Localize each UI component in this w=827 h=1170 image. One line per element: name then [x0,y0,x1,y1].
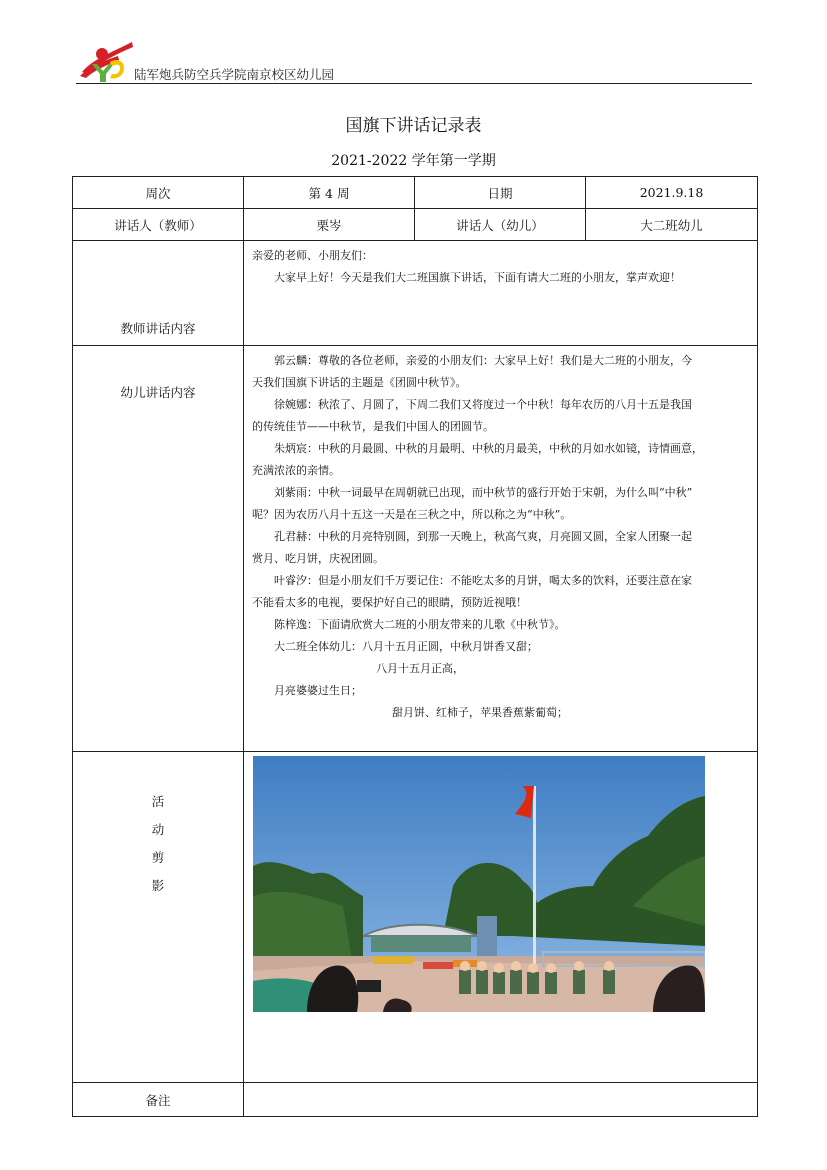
speech-line: 呢？因为农历八月十五这一天是在三秋之中，所以称之为“中秋”。 [252,508,572,521]
date-value: 2021.9.18 [586,177,758,209]
school-name: 陆军炮兵防空兵学院南京校区幼儿园 [134,67,335,82]
speech-line: 赏月、吃月饼，庆祝团圆。 [252,552,384,565]
speech-line: 徐婉娜：秋浓了、月圆了，下周二我们又将度过一个中秋！每年农历的八月十五是我国 [274,398,692,411]
page-subtitle: 2021-2022 学年第一学期 [331,153,496,169]
remarks-value [244,1083,758,1117]
speech-line: 充满浓浓的亲情。 [252,464,340,477]
child-speech-content [244,346,758,752]
week-label: 周次 [73,177,244,209]
table-row [73,752,758,1083]
speech-line: 月亮婆婆过生日； [274,684,362,697]
page-title: 国旗下讲话记录表 [345,116,482,136]
child-speech-label: 幼儿讲话内容 [73,346,244,752]
speech-line: 天我们国旗下讲话的主题是《团圆中秋节》。 [252,376,467,389]
speech-line: 甜月饼、红柿子，苹果香蕉紫葡萄； [392,706,568,719]
child-speaker-label: 讲话人（幼儿） [415,209,586,241]
teacher-speech-label: 教师讲话内容 [73,241,244,346]
record-table [72,176,758,1117]
speech-line: 孔君赫：中秋的月亮特别圆，到那一天晚上，秋高气爽，月亮圆又圆，全家人团聚一起 [274,530,692,543]
remarks-label: 备注 [73,1083,244,1117]
speech-line: 八月十五月正高， [376,662,464,675]
speech-line: 亲爱的老师、小朋友们： [252,249,373,262]
table-row [73,177,758,209]
speech-line: 叶睿汐：但是小朋友们千万要记住：不能吃太多的月饼，喝太多的饮料，还要注意在家 [274,574,692,587]
activity-photo-cell [244,752,758,1083]
date-label: 日期 [415,177,586,209]
label-char: 活 [151,794,165,809]
speech-line: 朱炳宸：中秋的月最圆、中秋的月最明、中秋的月最美，中秋的月如水如镜，诗情画意， [274,442,703,455]
child-speaker-value: 大二班幼儿 [586,209,758,241]
teacher-speech-content [244,241,758,346]
table-row [73,346,758,752]
label-char: 影 [151,878,165,893]
teacher-speaker-label: 讲话人（教师） [73,209,244,241]
table-row [73,241,758,346]
speech-line: 陈梓逸：下面请欣赏大二班的小朋友带来的儿歌《中秋节》。 [274,618,566,631]
label-char: 动 [151,822,165,837]
speech-line: 不能看太多的电视，要保护好自己的眼睛，预防近视哦！ [252,596,527,609]
speech-line: 大家早上好！今天是我们大二班国旗下讲话，下面有请大二班的小朋友，掌声欢迎！ [274,271,681,284]
teacher-speaker-value: 栗岑 [244,209,415,241]
activity-photo-label [73,752,244,1083]
week-value: 第 4 周 [244,177,415,209]
table-row [73,209,758,241]
speech-line: 刘紫雨：中秋一词最早在周朝就已出现，而中秋节的盛行开始于宋朝，为什么叫“中秋” [274,486,693,499]
page-header [76,38,752,84]
activity-photo [253,756,705,1012]
header-divider [76,83,752,84]
kindergarten-logo [78,38,134,82]
speech-line: 的传统佳节——中秋节，是我们中国人的团圆节。 [252,420,494,433]
speech-line: 大二班全体幼儿：八月十五月正圆，中秋月饼香又甜； [274,640,538,653]
table-row [73,1083,758,1117]
label-char: 剪 [151,850,165,865]
speech-line: 郭云麟：尊敬的各位老师，亲爱的小朋友们：大家早上好！我们是大二班的小朋友，今 [274,354,692,367]
